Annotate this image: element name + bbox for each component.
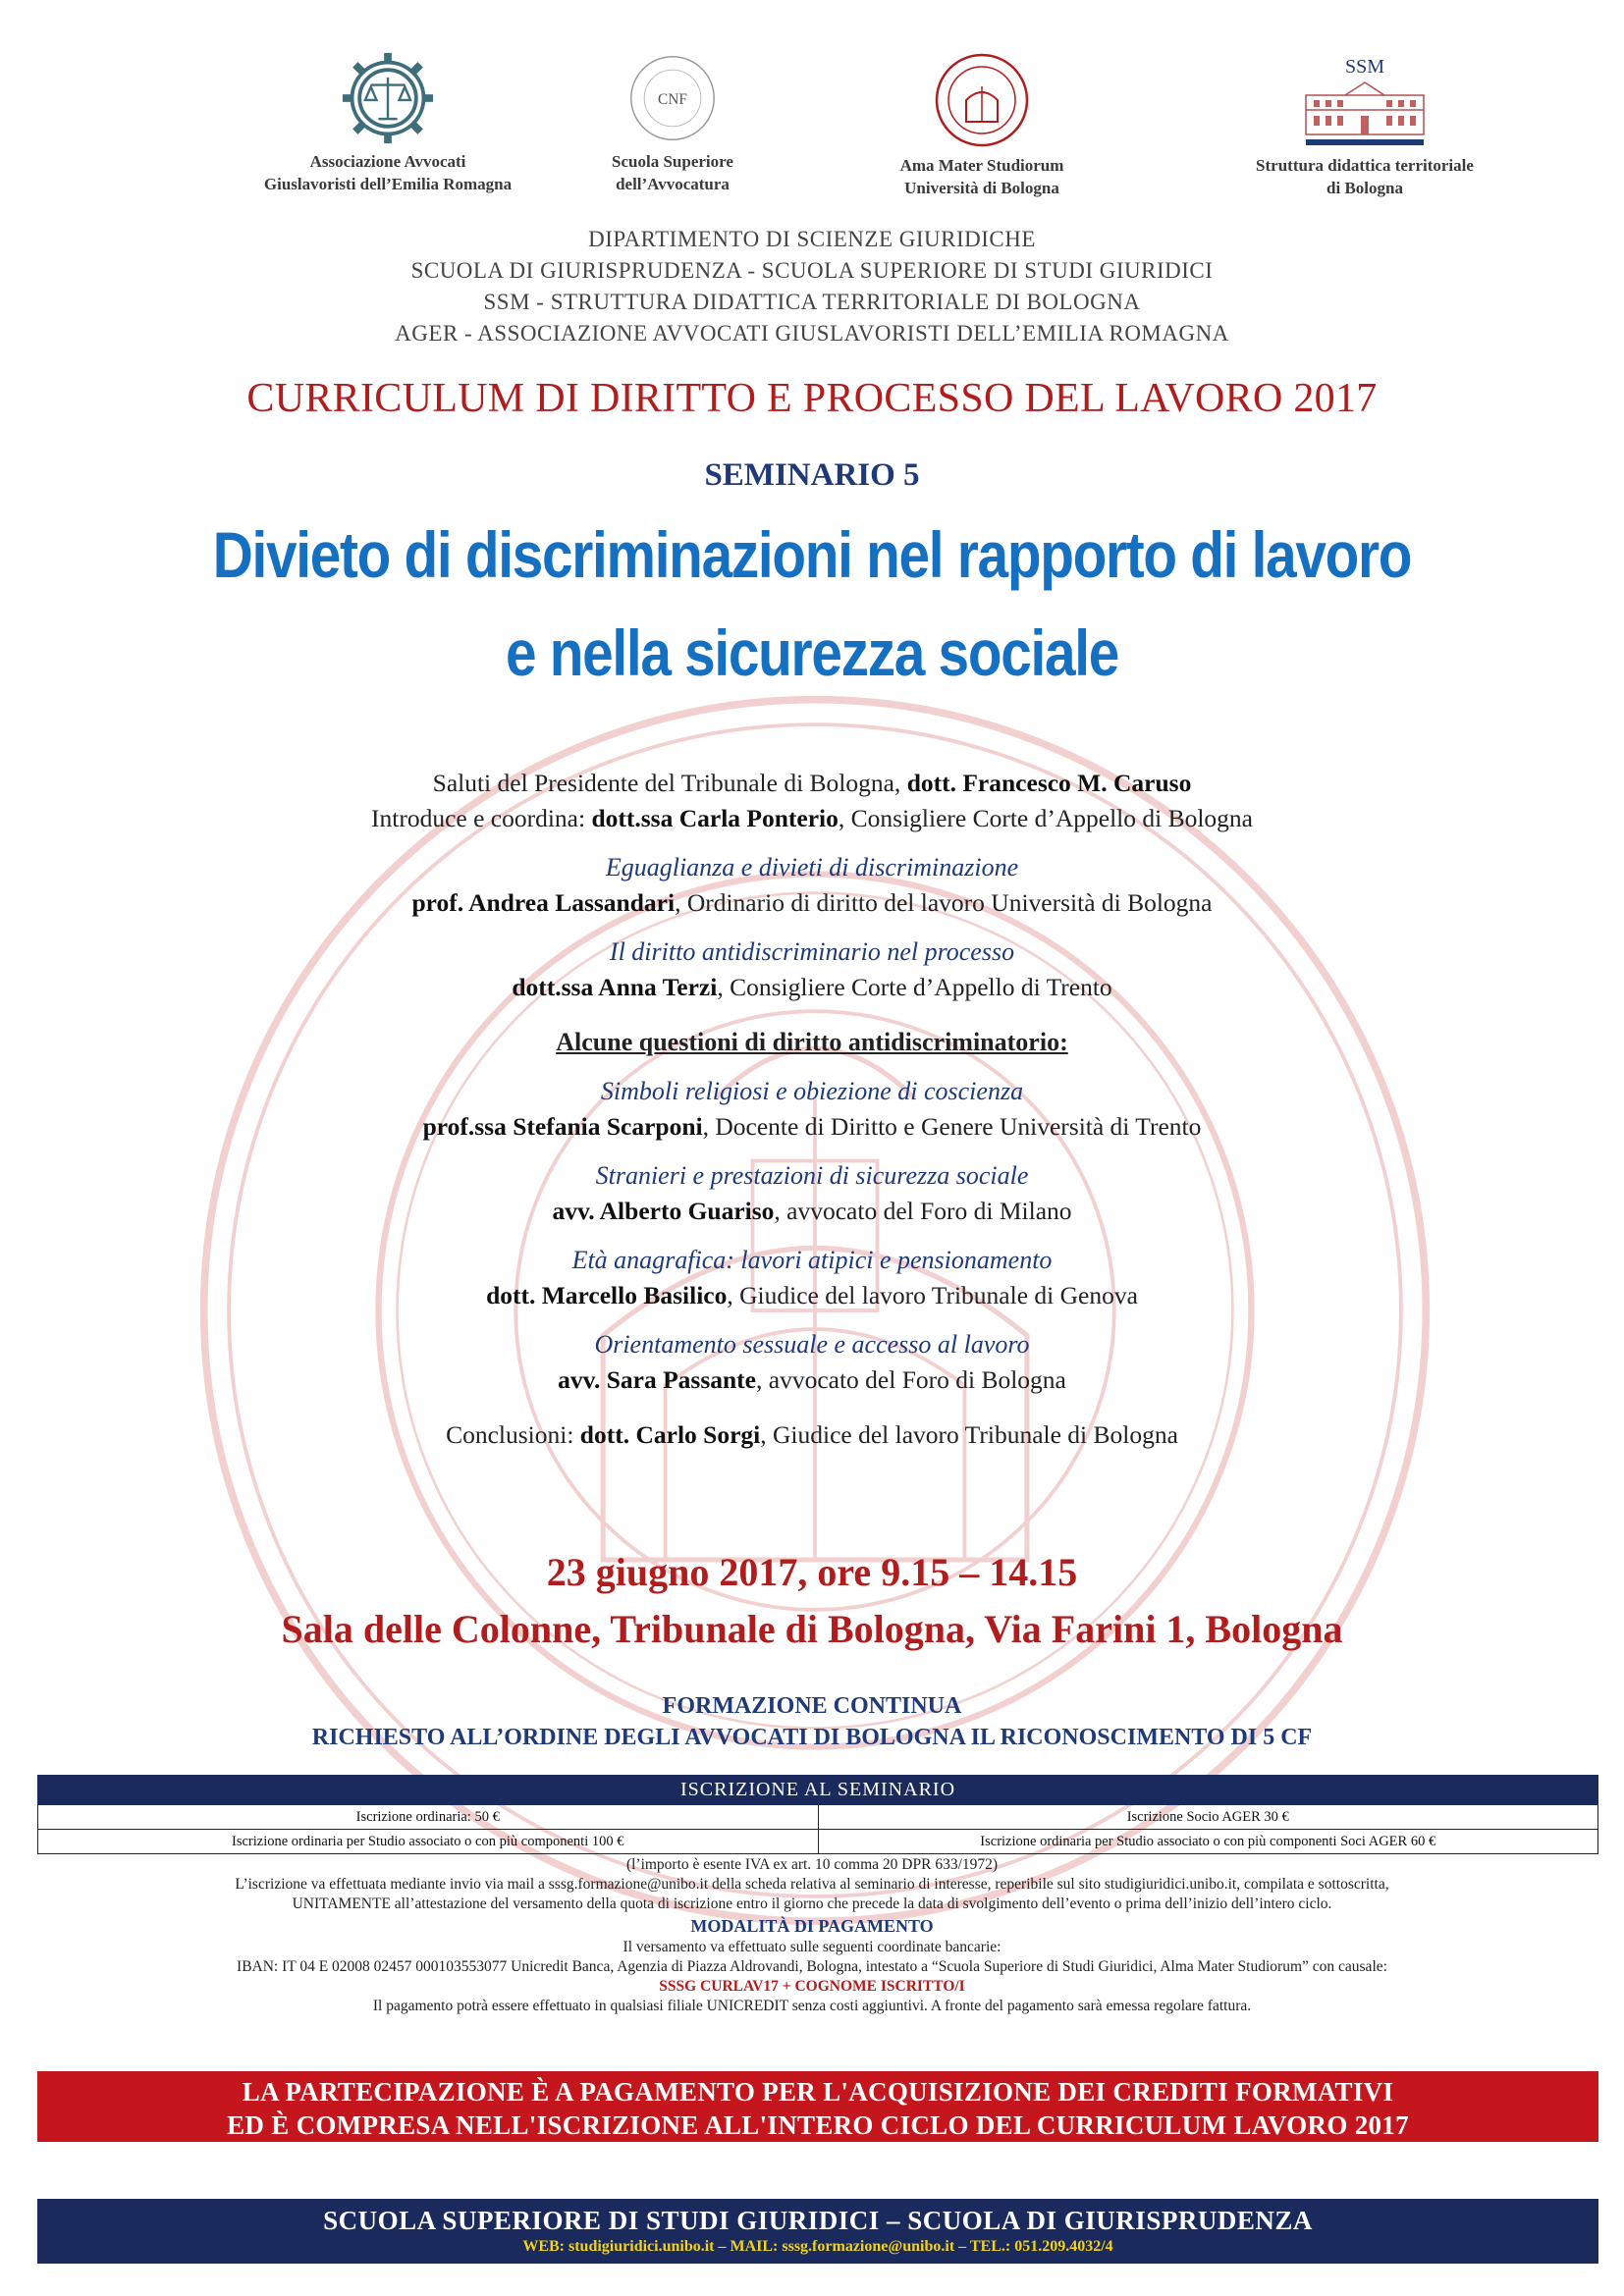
logo-cnf-caption-1: Scuola Superiore	[612, 152, 733, 171]
department-line: SCUOLA DI GIURISPRUDENZA - SCUOLA SUPERIORE DI STUDI GIURIDICI	[410, 258, 1214, 283]
logo-ssm	[1208, 51, 1522, 199]
iban-line: IBAN: IT 04 E 02008 02457 000103553077 Unicredit Banca, Agenzia di Piazza Aldrovandi, Bologna, intestato a “Scuola Superiore di Studi Giuridici, Alma Mater Studiorum” con causale:	[237, 1958, 1387, 1975]
fee-cell: Iscrizione Socio AGER 30 €	[818, 1805, 1598, 1830]
department-line: DIPARTIMENTO DI SCIENZE GIURIDICHE	[588, 227, 1036, 251]
logo-cnf-caption-2: dell’Avvocatura	[616, 175, 730, 193]
department-line: SSM - STRUTTURA DIDATTICA TERRITORIALE DI BOLOGNA	[483, 290, 1141, 314]
program-introduce: Introduce e coordina: dott.ssa Carla Ponterio, Consigliere Corte d’Appello di Bologna	[371, 804, 1253, 832]
cnf-seal-icon	[625, 51, 720, 145]
payment-heading: MODALITÀ DI PAGAMENTO	[690, 1916, 934, 1936]
speaker-name: dott. Carlo Sorgi	[579, 1420, 761, 1449]
seminar-title	[114, 506, 1510, 702]
speaker-name: dott. Marcello Basilico	[486, 1281, 728, 1309]
talk-topic: Età anagrafica: lavori atipici e pensionamento	[571, 1246, 1053, 1274]
speaker-name: prof. Andrea Lassandari	[411, 888, 676, 917]
formazione-block	[0, 1690, 1624, 1753]
logo-unibo-caption-1: Ama Mater Studiorum	[899, 156, 1064, 175]
talk-topic: Orientamento sessuale e accesso al lavoro	[594, 1330, 1030, 1359]
fee-table	[37, 1775, 1598, 1854]
registration-note: L’iscrizione va effettuata mediante invio via mail a sssg.formazione@unibo.it della scheda relativa al seminario di interesse, reperibile sul sito studigiuridici.unibo.it, compilata e sottoscritta,	[235, 1876, 1389, 1893]
event-date: 23 giugno 2017, ore 9.15 – 14.15	[546, 1550, 1078, 1594]
speaker-name: dott.ssa Carla Ponterio	[591, 804, 839, 832]
iva-note: (l’importo è esente IVA ex art. 10 comma 20 DPR 633/1972)	[625, 1856, 999, 1873]
department-block	[0, 224, 1624, 349]
seminar-title-line: Divieto di discriminazioni nel rapporto di lavoro	[212, 518, 1412, 591]
fee-table-header: ISCRIZIONE AL SEMINARIO	[38, 1776, 1598, 1805]
logo-cnf	[550, 51, 795, 195]
talk-speaker: dott.ssa Anna Terzi, Consigliere Corte d’Appello di Trento	[512, 973, 1112, 1001]
speaker-name: prof.ssa Stefania Scarponi	[422, 1112, 703, 1141]
program-saluti: Saluti del Presidente del Tribunale di Bologna, dott. Francesco M. Caruso	[432, 769, 1192, 797]
speaker-name: dott. Francesco M. Caruso	[906, 769, 1192, 797]
payment-causale: SSSG CURLAV17 + COGNOME ISCRITTO/I	[659, 1978, 965, 1995]
talk-speaker: prof.ssa Stefania Scarponi, Docente di Diritto e Genere Università di Trento	[422, 1112, 1202, 1141]
curriculum-heading: CURRICULUM DI DIRITTO E PROCESSO DEL LAVORO 2017	[246, 376, 1378, 421]
logo-ager-caption-2: Giuslavoristi dell’Emilia Romagna	[263, 175, 513, 193]
talk-topic: Eguaglianza e divieti di discriminazione	[605, 853, 1019, 881]
fine-print	[0, 1855, 1624, 2016]
speaker-name: dott.ssa Anna Terzi	[512, 973, 718, 1001]
fee-cell: Iscrizione ordinaria per Studio associato o con più componenti Soci AGER 60 €	[818, 1830, 1598, 1854]
talk-speaker: dott. Marcello Basilico, Giudice del lavoro Tribunale di Genova	[486, 1281, 1138, 1309]
participation-banner	[37, 2071, 1598, 2142]
footer-banner	[37, 2199, 1598, 2264]
seminar-number: SEMINARIO 5	[704, 457, 920, 493]
participation-banner-line: LA PARTECIPAZIONE È A PAGAMENTO PER L'ACQUISIZIONE DEI CREDITI FORMATIVI	[242, 2077, 1394, 2107]
ssm-building-icon	[1286, 51, 1443, 149]
footer-title: SCUOLA SUPERIORE DI STUDI GIURIDICI – SCUOLA DI GIURISPRUDENZA	[323, 2206, 1313, 2235]
fee-cell: Iscrizione ordinaria per Studio associato o con più componenti 100 €	[38, 1830, 819, 1854]
program-conclusioni: Conclusioni: dott. Carlo Sorgi, Giudice del lavoro Tribunale di Bologna	[446, 1420, 1178, 1449]
logo-unibo	[844, 51, 1119, 199]
logos-row	[0, 51, 1624, 208]
logo-ager	[226, 51, 550, 195]
event-venue: Sala delle Colonne, Tribunale di Bologna, Via Farini 1, Bologna	[281, 1607, 1343, 1651]
speaker-name: avv. Sara Passante	[558, 1365, 756, 1394]
logo-ager-caption-1: Associazione Avvocati	[309, 152, 466, 171]
registration-note: UNITAMENTE all’attestazione del versamento della quota di iscrizione entro il giorno che precede la data di svolgimento dell’evento o prima dell’inizio dell’intero ciclo.	[292, 1896, 1332, 1912]
table-row	[38, 1830, 1598, 1854]
section-heading: Alcune questioni di diritto antidiscriminatorio:	[556, 1028, 1068, 1056]
talk-topic: Stranieri e prestazioni di sicurezza sociale	[595, 1161, 1029, 1190]
talk-topic: Il diritto antidiscriminario nel processo	[609, 937, 1015, 966]
formazione-credits: RICHIESTO ALL’ORDINE DEGLI AVVOCATI DI BOLOGNA IL RICONOSCIMENTO DI 5 CF	[311, 1725, 1313, 1750]
talk-speaker: avv. Sara Passante, avvocato del Foro di Bologna	[558, 1365, 1066, 1394]
payment-note: Il versamento va effettuato sulle seguenti coordinate bancarie:	[623, 1939, 1001, 1955]
department-line: AGER - ASSOCIAZIONE AVVOCATI GIUSLAVORISTI DELL’EMILIA ROMAGNA	[395, 321, 1229, 346]
svg-text:SSM: SSM	[1344, 56, 1385, 78]
gear-scales-icon	[341, 51, 435, 145]
fee-cell: Iscrizione ordinaria: 50 €	[38, 1805, 819, 1830]
alma-mater-seal-icon	[933, 51, 1031, 149]
seminar-title-line: e nella sicurezza sociale	[505, 616, 1119, 689]
svg-text:CNF: CNF	[658, 90, 687, 108]
logo-unibo-caption-2: Università di Bologna	[904, 179, 1059, 197]
talk-topic: Simboli religiosi e obiezione di coscienza	[600, 1077, 1024, 1105]
footer-contacts: WEB: studigiuridici.unibo.it – MAIL: sssg.formazione@unibo.it – TEL.: 051.209.4032/4	[522, 2238, 1113, 2255]
participation-banner-line: ED È COMPRESA NELL'ISCRIZIONE ALL'INTERO CICLO DEL CURRICULUM LAVORO 2017	[227, 2110, 1409, 2140]
payment-note: Il pagamento potrà essere effettuato in qualsiasi filiale UNICREDIT senza costi aggiuntivi. A fronte del pagamento sarà emessa regolare fattura.	[372, 1998, 1252, 2014]
logo-ssm-caption-1: Struttura didattica territoriale	[1256, 156, 1474, 175]
talk-speaker: avv. Alberto Guariso, avvocato del Foro di Milano	[552, 1197, 1072, 1225]
table-row	[38, 1805, 1598, 1830]
talk-speaker: prof. Andrea Lassandari, Ordinario di diritto del lavoro Università di Bologna	[411, 888, 1213, 917]
program-block	[0, 766, 1624, 1453]
formazione-title: FORMAZIONE CONTINUA	[662, 1693, 962, 1719]
logo-ssm-caption-2: di Bologna	[1326, 179, 1403, 197]
speaker-name: avv. Alberto Guariso	[552, 1197, 775, 1225]
